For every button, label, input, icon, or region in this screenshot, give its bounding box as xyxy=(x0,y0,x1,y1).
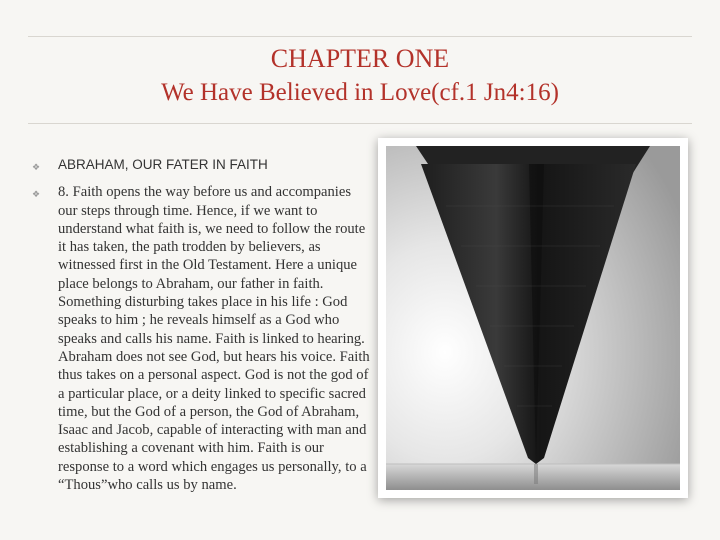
photo-frame xyxy=(378,138,688,498)
chapter-subtitle: We Have Believed in Love(cf.1 Jn4:16) xyxy=(161,79,559,106)
bullet-icon: ❖ xyxy=(32,189,41,200)
list-item xyxy=(30,156,370,174)
slide-title xyxy=(0,42,720,110)
bullet-icon: ❖ xyxy=(32,162,41,172)
photo-bridge-image xyxy=(386,146,680,490)
chapter-heading: CHAPTER ONE xyxy=(270,44,450,73)
title-divider xyxy=(28,123,692,124)
section-heading: ABRAHAM, OUR FATER IN FAITH xyxy=(58,157,268,172)
bullet-list xyxy=(30,156,370,494)
bridge-photo xyxy=(386,146,680,490)
paragraph-text: 8. Faith opens the way before us and accompanies our steps through time. Hence, if we want to understand what faith is, we need to follow the route it has taken, the path trodden by believers, as witnessed first in the Old Testament. Here a unique place belongs to Abraham, our father in faith. Something disturbing takes place in his life : God speaks to him ; he reveals himself as a God who speaks and calls his name. Faith is linked to hearing. Abraham does not see God, but hears his voice. Faith thus takes on a personal aspect. God is not the god of a particular place, or a deity linked to specific sacred time, but the God of a person, the God of Abraham, Isaac and Jacob, capable of interacting with man and establishing a covenant with him. Faith is our response to a word which engages us personally, to a “Thous”who calls us by name. xyxy=(58,184,370,494)
list-item xyxy=(30,183,370,494)
top-divider xyxy=(28,36,692,37)
